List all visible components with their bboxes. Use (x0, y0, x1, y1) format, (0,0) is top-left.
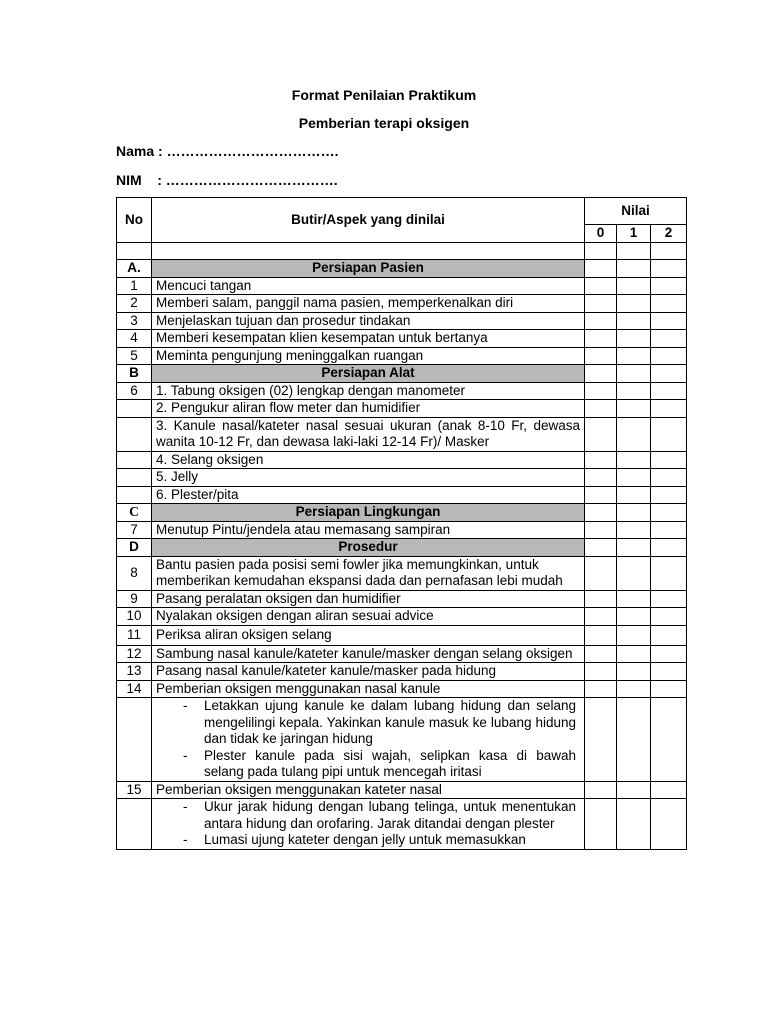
row-number: 11 (117, 625, 152, 645)
table-row (117, 663, 687, 681)
score-cell-2[interactable] (651, 539, 687, 557)
score-cell-0[interactable] (585, 556, 617, 590)
score-cell-2[interactable] (651, 400, 687, 418)
table-row (117, 590, 687, 608)
row-number: 4 (117, 330, 152, 348)
score-cell-1[interactable] (617, 330, 651, 348)
score-cell-0[interactable] (585, 680, 617, 698)
row-number (117, 469, 152, 487)
score-cell-2[interactable] (651, 277, 687, 295)
col-no-header: No (117, 198, 152, 243)
table-row (117, 382, 687, 400)
score-cell-0[interactable] (585, 486, 617, 504)
section-code: D (117, 539, 152, 557)
row-number: 7 (117, 521, 152, 539)
score-cell-2[interactable] (651, 365, 687, 383)
table-row (117, 556, 687, 590)
score-0-header: 0 (585, 225, 617, 243)
score-cell-1[interactable] (617, 663, 651, 681)
assessment-table (116, 197, 687, 850)
score-cell-2[interactable] (651, 556, 687, 590)
bullet-list (156, 799, 576, 849)
form-title: Format Penilaian Praktikum (291, 87, 477, 103)
score-cell-2[interactable] (651, 680, 687, 698)
table-row (117, 680, 687, 698)
row-text: Pasang nasal kanule/kateter kanule/masker pada hidung (152, 663, 585, 681)
score-cell-2[interactable] (651, 504, 687, 522)
score-cell-1[interactable] (617, 312, 651, 330)
score-cell-2[interactable] (651, 295, 687, 313)
table-row (117, 521, 687, 539)
score-cell-0[interactable] (585, 312, 617, 330)
score-cell-2[interactable] (651, 312, 687, 330)
row-text: Nyalakan oksigen dengan aliran sesuai advice (152, 608, 585, 626)
section-title: Persiapan Pasien (152, 260, 585, 278)
score-cell-1[interactable] (617, 504, 651, 522)
score-cell-0[interactable] (585, 781, 617, 799)
row-text: 4. Selang oksigen (152, 451, 585, 469)
table-row (117, 799, 687, 850)
score-1-header: 1 (617, 225, 651, 243)
score-cell-1[interactable] (617, 608, 651, 626)
table-row (117, 277, 687, 295)
section-row-b (117, 365, 687, 383)
score-cell-1[interactable] (617, 781, 651, 799)
bullet-list (156, 698, 576, 781)
row-number: 14 (117, 680, 152, 698)
score-cell-2[interactable] (651, 521, 687, 539)
table-row (117, 645, 687, 663)
row-number: 3 (117, 312, 152, 330)
score-cell-0[interactable] (585, 417, 617, 451)
section-code: B (117, 365, 152, 383)
row-number: 2 (117, 295, 152, 313)
table-row (117, 451, 687, 469)
table-row (117, 698, 687, 782)
row-text: Memberi salam, panggil nama pasien, memperkenalkan diri (152, 295, 585, 313)
row-text: Sambung nasal kanule/kateter kanule/masker dengan selang oksigen (152, 645, 585, 663)
row-text: Pasang peralatan oksigen dan humidifier (152, 590, 585, 608)
table-row (117, 400, 687, 418)
section-title: Prosedur (152, 539, 585, 557)
score-cell-2[interactable] (651, 382, 687, 400)
score-cell-2[interactable] (651, 451, 687, 469)
bullet-item: - Letakkan ujung kanule ke dalam lubang hidung dan selang mengelilingi kepala. Yakinkan kanule masuk ke lubang hidung dan tidak ke jaringan hidung (204, 698, 576, 748)
score-cell-1[interactable] (617, 556, 651, 590)
score-cell-1[interactable] (617, 521, 651, 539)
table-row (117, 312, 687, 330)
score-2-header: 2 (651, 225, 687, 243)
row-text: 5. Jelly (152, 469, 585, 487)
score-cell-2[interactable] (651, 417, 687, 451)
score-cell-1[interactable] (617, 539, 651, 557)
score-cell-2[interactable] (651, 625, 687, 645)
score-cell-0[interactable] (585, 382, 617, 400)
score-cell-0[interactable] (585, 504, 617, 522)
bullet-item: - Lumasi ujung kateter dengan jelly untuk memasukkan (204, 832, 576, 849)
section-title: Persiapan Lingkungan (152, 504, 585, 522)
form-subtitle: Pemberian terapi oksigen (298, 115, 470, 131)
score-cell-1[interactable] (617, 486, 651, 504)
table-row (117, 486, 687, 504)
row-number: 1 (117, 277, 152, 295)
score-cell-1[interactable] (617, 277, 651, 295)
score-cell-0[interactable] (585, 330, 617, 348)
score-cell-1[interactable] (617, 680, 651, 698)
row-text: Pemberian oksigen menggunakan nasal kanule (152, 680, 585, 698)
score-cell-0[interactable] (585, 590, 617, 608)
score-cell-1[interactable] (617, 382, 651, 400)
score-cell-0[interactable] (585, 608, 617, 626)
score-cell-0[interactable] (585, 663, 617, 681)
score-cell-0[interactable] (585, 469, 617, 487)
score-cell-2[interactable] (651, 645, 687, 663)
empty-row (117, 243, 687, 260)
row-number (117, 799, 152, 850)
row-number: 15 (117, 781, 152, 799)
score-cell-0[interactable] (585, 277, 617, 295)
score-cell-1[interactable] (617, 417, 651, 451)
row-number: 10 (117, 608, 152, 626)
score-cell-1[interactable] (617, 347, 651, 365)
row-number (117, 400, 152, 418)
nim-field: NIM : ………………………………. (116, 172, 338, 188)
bullet-item: - Ukur jarak hidung dengan lubang telinga, untuk menentukan antara hidung dan orofaring. Jarak ditandai dengan plester (204, 799, 576, 832)
score-cell-0[interactable] (585, 799, 617, 850)
nama-field: Nama : ………………………………. (116, 143, 339, 159)
row-text: 6. Plester/pita (152, 486, 585, 504)
bullet-item: - Plester kanule pada sisi wajah, selipkan kasa di bawah selang pada tulang pipi untuk mencegah iritasi (204, 748, 576, 781)
score-cell-1[interactable] (617, 451, 651, 469)
score-cell-2[interactable] (651, 590, 687, 608)
row-text: Bantu pasien pada posisi semi fowler jika memungkinkan, untuk memberikan kemudahan ekspansi dada dan pernafasan lebi mudah (152, 556, 585, 590)
score-cell-2[interactable] (651, 781, 687, 799)
row-text: Periksa aliran oksigen selang (152, 625, 585, 645)
score-cell-1[interactable] (617, 625, 651, 645)
score-cell-2[interactable] (651, 330, 687, 348)
row-text: Menutup Pintu/jendela atau memasang sampiran (152, 521, 585, 539)
table-row (117, 608, 687, 626)
score-cell-2[interactable] (651, 663, 687, 681)
row-bullets (152, 698, 585, 782)
score-cell-2[interactable] (651, 698, 687, 782)
score-cell-0[interactable] (585, 451, 617, 469)
score-cell-0[interactable] (585, 260, 617, 278)
table-row (117, 469, 687, 487)
row-number: 8 (117, 556, 152, 590)
row-number (117, 486, 152, 504)
table-row (117, 330, 687, 348)
score-cell-2[interactable] (651, 469, 687, 487)
score-cell-1[interactable] (617, 645, 651, 663)
row-number: 9 (117, 590, 152, 608)
row-text: Pemberian oksigen menggunakan kateter nasal (152, 781, 585, 799)
header-row (117, 198, 687, 225)
section-code: A. (117, 260, 152, 278)
row-bullets (152, 799, 585, 850)
table-row (117, 417, 687, 451)
score-cell-0[interactable] (585, 698, 617, 782)
section-row-a (117, 260, 687, 278)
score-cell-0[interactable] (585, 365, 617, 383)
row-text: Meminta pengunjung meninggalkan ruangan (152, 347, 585, 365)
score-cell-0[interactable] (585, 539, 617, 557)
section-row-c (117, 504, 687, 522)
score-cell-1[interactable] (617, 400, 651, 418)
table-row (117, 295, 687, 313)
section-row-d (117, 539, 687, 557)
row-number: 6 (117, 382, 152, 400)
table-row (117, 781, 687, 799)
table-row (117, 625, 687, 645)
score-cell-1[interactable] (617, 698, 651, 782)
score-cell-0[interactable] (585, 400, 617, 418)
score-cell-2[interactable] (651, 608, 687, 626)
score-cell-2[interactable] (651, 799, 687, 850)
score-cell-0[interactable] (585, 295, 617, 313)
score-cell-2[interactable] (651, 486, 687, 504)
score-cell-0[interactable] (585, 347, 617, 365)
score-cell-1[interactable] (617, 799, 651, 850)
row-number: 5 (117, 347, 152, 365)
row-text: Menjelaskan tujuan dan prosedur tindakan (152, 312, 585, 330)
col-nilai-header: Nilai (585, 198, 687, 225)
row-text: 2. Pengukur aliran flow meter dan humidifier (152, 400, 585, 418)
score-cell-1[interactable] (617, 365, 651, 383)
row-text: Memberi kesempatan klien kesempatan untuk bertanya (152, 330, 585, 348)
score-cell-0[interactable] (585, 521, 617, 539)
score-cell-1[interactable] (617, 260, 651, 278)
score-cell-2[interactable] (651, 347, 687, 365)
row-text: 3. Kanule nasal/kateter nasal sesuai ukuran (anak 8-10 Fr, dewasa wanita 10-12 Fr, dan dewasa laki-laki 12-14 Fr)/ Masker (152, 417, 585, 451)
score-cell-0[interactable] (585, 645, 617, 663)
row-number (117, 417, 152, 451)
section-title: Persiapan Alat (152, 365, 585, 383)
row-number (117, 451, 152, 469)
row-text: Mencuci tangan (152, 277, 585, 295)
table-row (117, 347, 687, 365)
score-cell-1[interactable] (617, 295, 651, 313)
row-number (117, 698, 152, 782)
score-cell-0[interactable] (585, 625, 617, 645)
row-number: 12 (117, 645, 152, 663)
score-cell-1[interactable] (617, 590, 651, 608)
col-aspek-header: Butir/Aspek yang dinilai (152, 198, 585, 243)
row-text: 1. Tabung oksigen (02) lengkap dengan manometer (152, 382, 585, 400)
score-cell-1[interactable] (617, 469, 651, 487)
row-number: 13 (117, 663, 152, 681)
score-cell-2[interactable] (651, 260, 687, 278)
section-code: C (117, 504, 152, 522)
